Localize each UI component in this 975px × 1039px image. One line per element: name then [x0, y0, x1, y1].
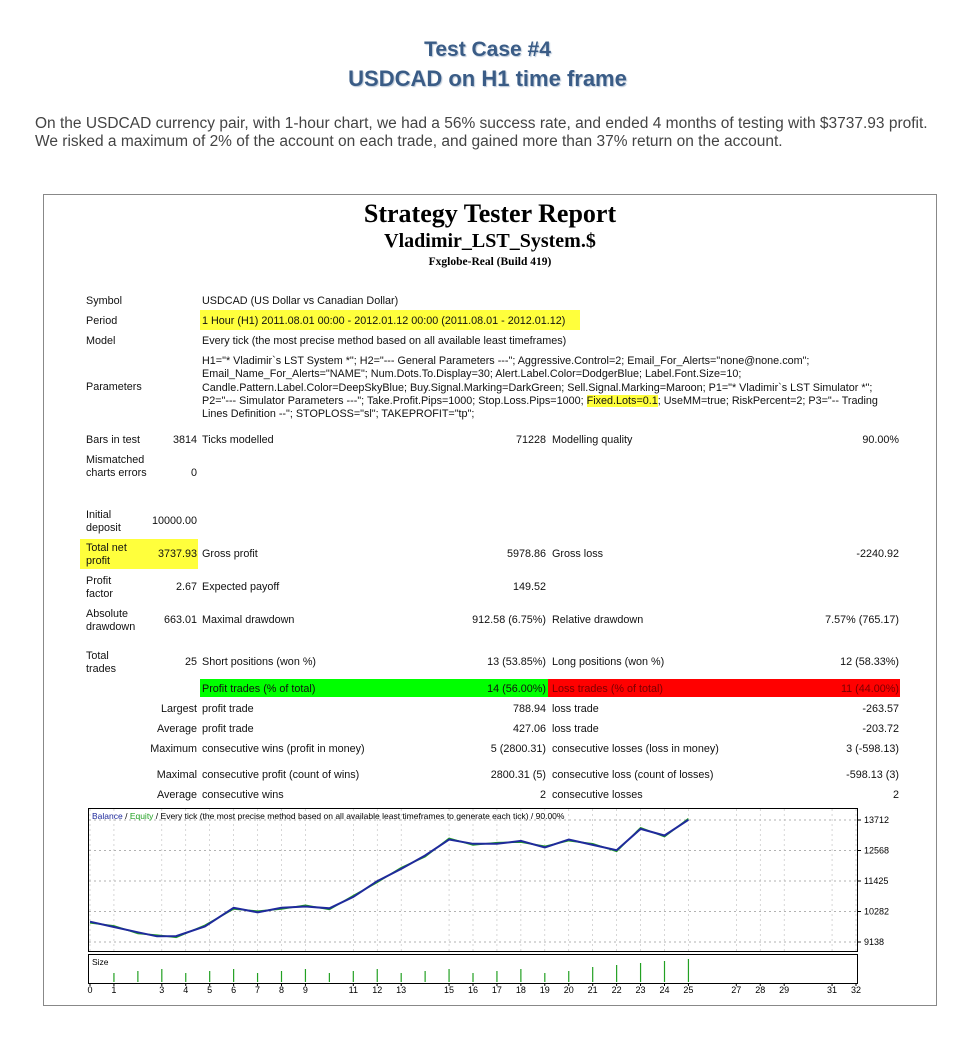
consecutive-loss-value: -598.13 (3) — [846, 769, 899, 781]
chart-legend — [92, 811, 565, 821]
mismatch-label: Mismatched charts errors — [86, 454, 147, 479]
model-label: Model — [86, 335, 116, 347]
total-trades-value: 25 — [184, 656, 197, 668]
net-profit-label: Total net profit — [86, 542, 127, 567]
x-tick-label: 9 — [302, 985, 308, 995]
loss-trades-value: 11 (44.00%) — [840, 683, 899, 695]
x-tick-label: 25 — [683, 985, 694, 995]
x-tick-label: 1 — [111, 985, 117, 995]
average-consecutive-label: Average — [156, 789, 197, 801]
x-tick-label: 12 — [372, 985, 383, 995]
x-tick-label: 19 — [539, 985, 550, 995]
x-tick-label: 17 — [491, 985, 502, 995]
mismatch-value: 0 — [190, 467, 197, 479]
fixed-lots-highlight: Fixed.Lots=0.1 — [586, 394, 658, 407]
consecutive-losses-value: 3 (-598.13) — [846, 743, 899, 755]
profit-trades-value: 14 (56.00%) — [487, 683, 546, 695]
y-tick-label: 12568 — [864, 845, 890, 856]
quality-label: Modelling quality — [552, 434, 633, 446]
average-consecutive-losses-value: 2 — [892, 789, 899, 801]
y-tick-label: 10282 — [864, 906, 890, 917]
gross-loss-label: Gross loss — [552, 548, 603, 560]
y-tick-label: 11425 — [864, 876, 889, 886]
consecutive-wins-label: consecutive wins (profit in money) — [202, 743, 365, 755]
expected-payoff-label: Expected payoff — [202, 581, 280, 593]
profit-factor-value: 2.67 — [175, 581, 197, 593]
expected-payoff-value: 149.52 — [512, 581, 546, 593]
x-tick-label: 3 — [159, 985, 165, 995]
long-positions-label: Long positions (won %) — [552, 656, 665, 668]
gross-profit-label: Gross profit — [202, 548, 258, 560]
maximal-drawdown-label: Maximal drawdown — [202, 614, 295, 626]
largest-profit-label: profit trade — [202, 703, 254, 715]
average-profit-value: 427.06 — [512, 723, 546, 735]
largest-loss-value: -263.57 — [862, 703, 899, 715]
profit-factor-label: Profit factor — [86, 575, 114, 600]
legend-equity: Equity — [129, 811, 154, 821]
consecutive-wins-value: 5 (2800.31) — [490, 743, 546, 755]
x-tick-label: 21 — [587, 985, 598, 995]
x-tick-label: 7 — [255, 985, 261, 995]
x-tick-label: 15 — [444, 985, 455, 995]
consecutive-losses-label: consecutive losses (loss in money) — [552, 743, 719, 755]
ticks-value: 71228 — [515, 434, 546, 446]
maximal-drawdown-value: 912.58 (6.75%) — [472, 614, 546, 626]
bars-label: Bars in test — [86, 434, 141, 446]
x-tick-label: 32 — [850, 985, 862, 995]
average-consecutive-wins-label: consecutive wins — [202, 789, 284, 801]
maximum-label: Maximum — [150, 743, 197, 755]
page-heading-line1: Test Case #4 — [424, 38, 551, 61]
report-server: Fxglobe-Real (Build 419) — [428, 256, 552, 268]
x-tick-label: 5 — [207, 985, 213, 995]
symbol-label: Symbol — [86, 295, 123, 307]
x-tick-label: 16 — [467, 985, 479, 995]
x-tick-label: 22 — [611, 985, 622, 995]
absolute-drawdown-value: 663.01 — [163, 614, 197, 626]
report-title: Strategy Tester Report — [363, 199, 617, 228]
largest-label: Largest — [160, 703, 197, 715]
long-positions-value: 12 (58.33%) — [840, 656, 899, 668]
model-value: Every tick (the most precise method based on all available least timeframes) — [202, 335, 567, 347]
total-trades-label: Total trades — [86, 650, 117, 675]
x-tick-label: 31 — [827, 985, 838, 995]
deposit-value: 10000.00 — [151, 515, 197, 527]
page-heading-line2: USDCAD on H1 time frame — [348, 66, 627, 91]
period-value: 1 Hour (H1) 2011.08.01 00:00 - 2012.01.12 00:00 (2011.08.01 - 2012.01.12) — [202, 315, 566, 327]
x-tick-label: 13 — [396, 985, 407, 995]
average-profit-label: profit trade — [202, 723, 254, 735]
relative-drawdown-label: Relative drawdown — [552, 614, 644, 626]
maximal-label: Maximal — [156, 769, 197, 781]
deposit-label: Initial deposit — [86, 509, 121, 534]
size-label: Size — [92, 957, 109, 967]
short-positions-value: 13 (53.85%) — [487, 656, 546, 668]
legend-separator: / — [122, 811, 130, 821]
average-consecutive-wins-value: 2 — [539, 789, 546, 801]
consecutive-profit-value: 2800.31 (5) — [490, 769, 546, 781]
average-consecutive-losses-label: consecutive losses — [552, 789, 643, 801]
average-label: Average — [156, 723, 197, 735]
x-tick-label: 24 — [659, 985, 670, 995]
bars-value: 3814 — [172, 434, 197, 446]
average-loss-label: loss trade — [552, 723, 599, 735]
legend-description: / Every tick (the most precise method based on all available least timeframes to generate each tick) / 90.00% — [153, 811, 565, 821]
x-tick-label: 6 — [231, 985, 237, 995]
report-expert-name: Vladimir_LST_System.$ — [384, 230, 596, 252]
profit-trades-label: Profit trades (% of total) — [202, 683, 316, 695]
x-tick-label: 27 — [731, 985, 742, 995]
loss-trades-label: Loss trades (% of total) — [552, 683, 664, 695]
gross-loss-value: -2240.92 — [856, 548, 899, 560]
parameters-value: H1="* Vladimir`s LST System *"; H2="--- General Parameters ---"; Aggressive.Control=2; Email_For_Alerts="none@none.com"; Email_Name_For_Alerts="NAME"; Num.Dots.To.Display=30; Alert.Label.Color=DodgerBlue; Label.Font.Size=10; Candle.Pattern.Label.Color=DeepSkyBlue; Buy.Signal.Marking=DarkGreen; Sell.Signal.Marking=Maroon; P1="* Vladimir`s LST Simulator *"; P2="--- Simulator Parameters ---"; Take.Profit.Pips=1000; Stop.Loss.Pips=1000; Fixed.Lots=0.1; UseMM=true; RiskPercent=2; P3="-- Trading Lines Definition --"; STOPLOSS="sl"; TAKEPROFIT="tp"; — [202, 355, 878, 421]
x-tick-label: 23 — [635, 985, 646, 995]
x-tick-label: 28 — [755, 985, 766, 995]
average-loss-value: -203.72 — [862, 723, 899, 735]
ticks-label: Ticks modelled — [202, 434, 274, 446]
largest-loss-label: loss trade — [552, 703, 599, 715]
x-tick-label: 11 — [348, 985, 358, 995]
y-tick-label: 9138 — [864, 937, 885, 947]
absolute-drawdown-label: Absolute drawdown — [86, 608, 136, 633]
x-tick-label: 29 — [779, 985, 790, 995]
net-profit-value: 3737.93 — [157, 548, 197, 560]
x-tick-label: 8 — [278, 985, 285, 995]
symbol-value: USDCAD (US Dollar vs Canadian Dollar) — [202, 295, 399, 307]
intro-paragraph: On the USDCAD currency pair, with 1-hour chart, we had a 56% success rate, and ended 4 months of testing with $3737.93 profit. We risked a maximum of 2% of the account on each trade, and gained more than 37% return on the account. — [35, 115, 928, 150]
quality-value: 90.00% — [862, 434, 899, 446]
legend-balance: Balance — [92, 811, 123, 821]
relative-drawdown-value: 7.57% (765.17) — [825, 614, 899, 626]
largest-profit-value: 788.94 — [512, 703, 546, 715]
x-tick-label: 4 — [183, 985, 189, 995]
gross-profit-value: 5978.86 — [506, 548, 546, 560]
balance-equity-chart — [88, 808, 910, 994]
consecutive-profit-label: consecutive profit (count of wins) — [202, 769, 360, 781]
strategy-tester-report — [43, 194, 937, 1006]
period-label: Period — [86, 315, 118, 327]
short-positions-label: Short positions (won %) — [202, 656, 317, 668]
x-tick-label: 20 — [563, 985, 574, 995]
parameters-label: Parameters — [86, 381, 142, 393]
x-tick-label: 18 — [515, 985, 526, 995]
y-tick-label: 13712 — [864, 815, 890, 825]
x-tick-label: 0 — [87, 985, 93, 995]
consecutive-loss-label: consecutive loss (count of losses) — [552, 769, 714, 781]
